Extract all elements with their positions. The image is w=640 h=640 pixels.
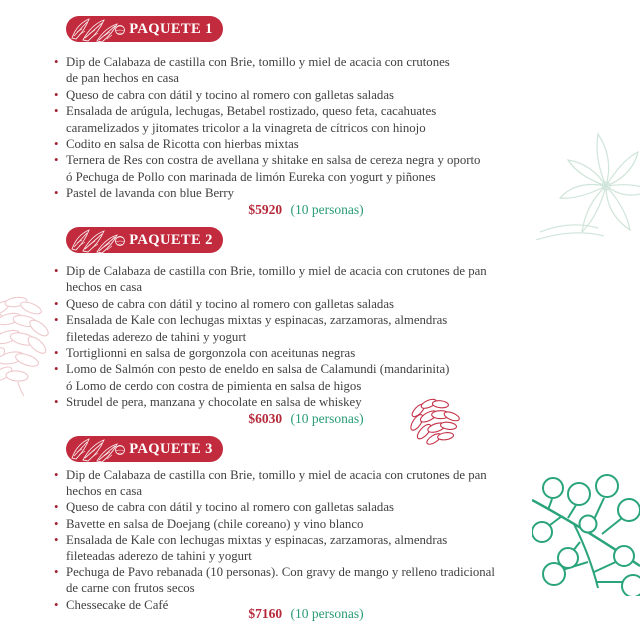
badge-pinecone-pattern-icon [69,436,127,462]
menu-item: • Dip de Calabaza de castilla con Brie, tomillo y miel de acacia con crutones de pan hechos en casa [54,467,495,499]
menu-item: • Ensalada de Kale con lechugas mixtas y espinacas, zarzamoras, almendras filetedas aderezo de tahini y yogurt [54,312,487,345]
menu-item: • Queso de cabra con dátil y tocino al romero con galletas saladas [54,296,487,312]
menu-item: • Ensalada de Kale con lechugas mixtas y espinacas, zarzamoras, almendras fileteadas aderezo de tahini y yogurt [54,532,495,564]
badge-pinecone-pattern-icon [69,227,127,253]
menu-item: • Tortiglionni en salsa de gorgonzola con aceitunas negras [54,345,487,361]
menu-item: • Lomo de Salmón con pesto de eneldo en salsa de Calamundi (mandarinita) ó Lomo de cerdo con costra de pimienta en salsa de higos [54,361,487,394]
menu-item: • Pastel de lavanda con blue Berry [54,185,480,201]
serving-count: (10 personas) [290,606,364,621]
serving-count: (10 personas) [290,202,364,217]
menu-item: • Chessecake de Café [54,597,495,613]
pinecone-pink-icon [0,282,60,400]
package-1-badge [66,16,223,42]
star-anise-icon [534,128,640,240]
package-title: PAQUETE 3 [129,440,213,457]
price: $5920 [248,202,283,217]
package-2-items [54,263,487,411]
package-title: PAQUETE 2 [129,231,213,248]
package-3-price-row [0,606,612,622]
menu-item: • Queso de cabra con dátil y tocino al romero con galletas saladas [54,499,495,515]
package-2-badge [66,227,223,253]
menu-item: • Ensalada de arúgula, lechugas, Betabel rostizado, queso feta, cacahuates caramelizados y jitomates tricolor a la vinagreta de cítricos con hinojo [54,103,480,136]
price: $6030 [248,411,283,426]
menu-item: • Pechuga de Pavo rebanada (10 personas). Con gravy de mango y relleno tradicional de carne con frutos secos [54,564,495,596]
package-title: PAQUETE 1 [129,20,213,37]
price: $7160 [248,606,283,621]
package-1-items [54,54,480,202]
package-1-price-row [0,202,612,218]
package-3-items [54,467,495,613]
berry-branch-icon [532,472,640,596]
menu-item: • Codito en salsa de Ricotta con hierbas mixtas [54,136,480,152]
menu-item: • Bavette en salsa de Doejang (chile coreano) y vino blanco [54,516,495,532]
serving-count: (10 personas) [290,411,364,426]
menu-item: • Dip de Calabaza de castilla con Brie, tomillo y miel de acacia con crutones de pan hechos en casa [54,54,480,87]
badge-pinecone-pattern-icon [69,16,127,42]
menu-item: • Strudel de pera, manzana y chocolate en salsa de whiskey [54,394,487,410]
menu-item: • Dip de Calabaza de castilla con Brie, tomillo y miel de acacia con crutones de pan hechos en casa [54,263,487,296]
menu-item: • Queso de cabra con dátil y tocino al romero con galletas saladas [54,87,480,103]
package-2-price-row [0,411,612,427]
menu-item: • Ternera de Res con costra de avellana y shitake en salsa de cereza negra y oporto ó Pechuga de Pollo con marinada de limón Eureka con yogurt y piñones [54,152,480,185]
package-3-badge [66,436,223,462]
